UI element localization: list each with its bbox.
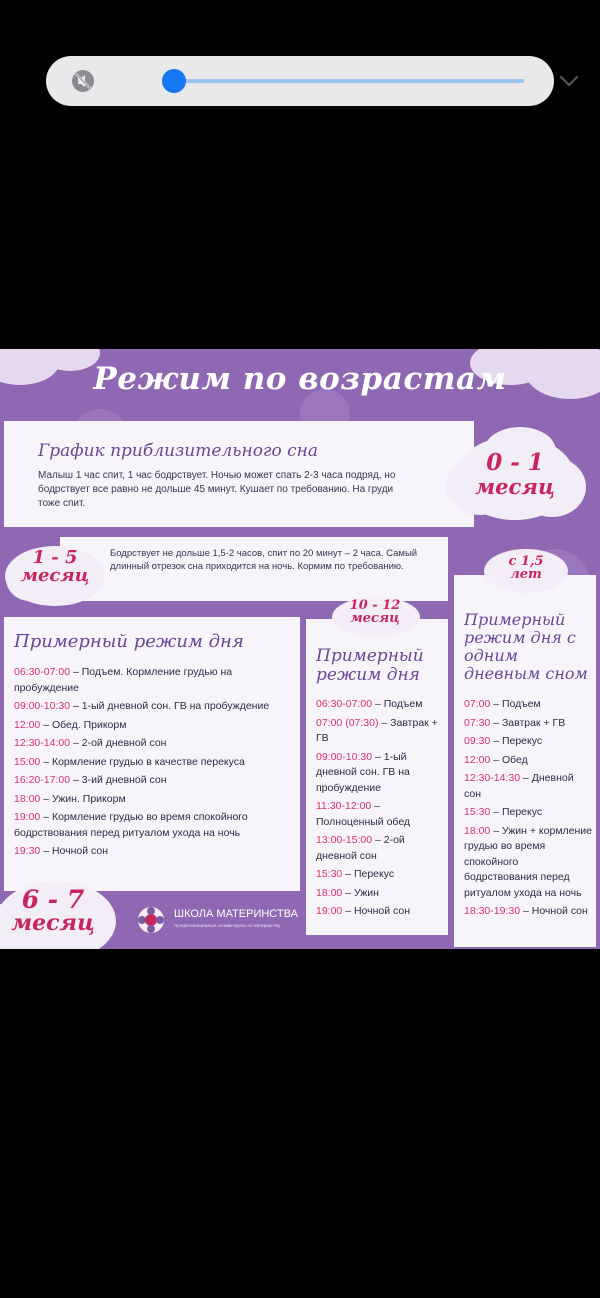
sleep-card-text: Малыш 1 час спит, 1 час бодрствует. Ночью может спать 2-3 часа подряд, но бодрствует все равно не дольше 45 минут. Кушает по требованию. На груди тоже спит. <box>38 470 396 509</box>
schedule-item <box>316 833 446 864</box>
schedule-item <box>316 904 446 920</box>
card-1-5-text: Бодрствует не дольше 1,5-2 часов, спит по 20 минут – 2 часа. Самый длинный отрезок сна приходится на ночь. Кормим по требованию. <box>110 548 418 572</box>
schedule-text: – Кормление грудью во время спокойного бодрствования перед ритуалом ухода на ночь <box>14 811 248 839</box>
age-label-6-7: 6 - 7 месяц <box>11 885 95 936</box>
col3-heading: Примерный режим дня с одним дневным сном <box>464 610 588 683</box>
schedule-item <box>14 844 299 860</box>
schedule-text: – Завтрак + ГВ <box>490 716 566 729</box>
schedule-text: – Дневной сон <box>464 772 574 800</box>
schedule-time: 15:30 <box>316 868 343 880</box>
sleep-card <box>4 421 474 527</box>
schedule-time: 12:30-14:00 <box>14 737 71 749</box>
age-label-1-5: 1 - 5 месяц <box>20 547 90 586</box>
schedule-text: – Обед <box>490 753 528 766</box>
schedule-text: – Полноценный обед <box>316 800 411 828</box>
schedule-time: 19:00 <box>14 811 41 823</box>
age-label-1-5-years: с 1,5 лет <box>508 554 544 582</box>
schedule-item <box>464 805 592 821</box>
schedule-text: – Ночной сон <box>40 845 109 857</box>
schedule-text: – Ужин. Прикорм <box>40 792 126 805</box>
schedule-item <box>464 824 592 902</box>
schedule-item <box>464 753 592 769</box>
schedule-item <box>14 718 299 734</box>
schedule-text: – Перекус <box>490 735 543 747</box>
schedule-card-10-12 <box>306 619 448 935</box>
age-label-10-12: 10 - 12 месяц <box>349 598 401 626</box>
schedule-item <box>14 665 299 696</box>
schedule-item <box>464 771 592 802</box>
schedule-text: – 2-ой дневной сон <box>70 737 167 749</box>
col2-heading: Примерный режим дня <box>316 646 424 685</box>
schedule-item <box>316 716 446 747</box>
schedule-item <box>464 734 592 750</box>
seek-track[interactable] <box>174 79 524 83</box>
schedule-text: – Кормление грудью в качестве перекуса <box>40 755 245 768</box>
col3-list <box>464 697 592 923</box>
schedule-text: – Обед. Прикорм <box>40 718 127 731</box>
col1-heading: Примерный режим дня <box>14 631 244 652</box>
schedule-item <box>14 736 299 752</box>
schedule-item <box>464 904 592 920</box>
schedule-text: – Ужин + кормление грудью во время спокойного бодрствования перед ритуалом ухода на ночь <box>464 824 593 899</box>
card-1-5-months <box>60 537 448 601</box>
schedule-time: 12:30-14:30 <box>464 772 521 784</box>
schedule-item <box>464 697 592 713</box>
schedule-card-6-7 <box>4 617 300 891</box>
schedule-text: – Ночной сон <box>342 905 411 917</box>
schedule-time: 13:00-15:00 <box>316 834 373 846</box>
schedule-card-1-5-years <box>454 575 596 947</box>
schedule-time: 06:30-07:00 <box>14 666 71 678</box>
schedule-text: – Подъем. Кормление грудью на пробуждение <box>14 666 233 694</box>
schedule-time: 18:00 <box>316 886 343 899</box>
speaker-off-icon[interactable] <box>70 68 96 94</box>
schedule-text: – Ночной сон <box>520 905 588 917</box>
schedule-item <box>464 716 592 732</box>
seek-thumb[interactable] <box>162 69 186 93</box>
schedule-text: – Ужин <box>342 886 379 899</box>
schedule-poster <box>0 349 600 949</box>
schedule-time: 15:30 <box>464 806 491 818</box>
schedule-time: 09:00-10:30 <box>14 700 71 712</box>
schedule-time: 19:30 <box>14 845 41 857</box>
schedule-time: 12:00 <box>464 753 491 766</box>
schedule-time: 15:00 <box>14 755 41 768</box>
schedule-text: – 3-ий дневной сон <box>70 774 167 786</box>
schedule-text: – Подъем <box>490 698 541 710</box>
schedule-time: 12:00 <box>14 718 41 731</box>
schedule-item <box>316 886 446 902</box>
schedule-time: 07:00 <box>464 698 491 710</box>
schedule-time: 19:00 <box>316 905 343 917</box>
schedule-time: 06:30-07:00 <box>316 698 373 710</box>
logo-tagline: Профессиональные онлайн-курсы по материнству <box>174 923 281 928</box>
schedule-time: 18:30-19:30 <box>464 905 521 917</box>
schedule-item <box>14 699 299 715</box>
schedule-item <box>14 810 299 841</box>
schedule-item <box>316 750 446 797</box>
schedule-time: 09:30 <box>464 735 491 747</box>
schedule-time: 09:00-10:30 <box>316 750 373 763</box>
schedule-time: 16:20-17:00 <box>14 774 71 786</box>
schedule-time: 18:00 <box>14 792 41 805</box>
chevron-down-icon[interactable] <box>558 72 580 95</box>
schedule-item <box>14 773 299 789</box>
poster-title: Режим по возрастам <box>93 361 507 397</box>
schedule-item <box>316 867 446 883</box>
schedule-text: – 1-ый дневной сон. ГВ на пробуждение <box>316 750 410 794</box>
schedule-item <box>316 799 446 830</box>
video-player-bar <box>46 56 554 106</box>
schedule-time: 07:30 <box>464 716 491 729</box>
schedule-text: – 2-ой дневной сон <box>316 834 405 862</box>
schedule-item <box>14 755 299 771</box>
schedule-text: – Подъем <box>372 698 423 710</box>
age-label-0-1: 0 - 1 месяц <box>475 449 555 499</box>
col1-list <box>14 665 299 863</box>
col2-list <box>316 697 446 923</box>
schedule-text: – Завтрак + ГВ <box>316 716 438 744</box>
schedule-item <box>14 792 299 808</box>
schedule-time: 11:30-12:00 <box>316 800 372 812</box>
sleep-card-heading: График приблизительного сна <box>38 441 319 461</box>
schedule-time: 18:00 <box>464 824 491 837</box>
flower-logo-icon <box>136 905 166 935</box>
schedule-text: – Перекус <box>490 806 543 818</box>
schedule-text: – 1-ый дневной сон. ГВ на пробуждение <box>70 700 270 712</box>
schedule-time: 07:00 (07:30) <box>316 716 379 729</box>
schedule-text: – Перекус <box>342 868 395 880</box>
schedule-item <box>316 697 446 713</box>
logo-name: ШКОЛА МАТЕРИНСТВА <box>174 908 298 920</box>
